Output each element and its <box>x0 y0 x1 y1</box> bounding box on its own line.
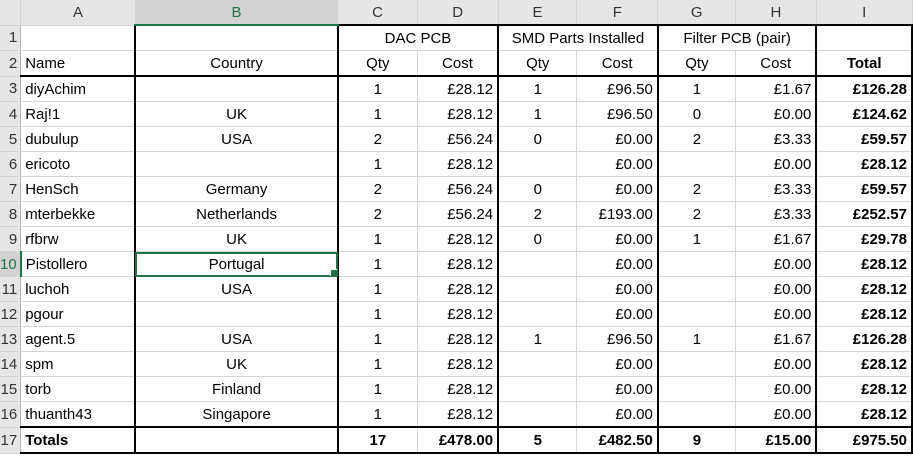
cell-dac-qty[interactable]: 1 <box>338 302 417 327</box>
cell-smd-qty[interactable] <box>498 152 577 177</box>
cell-smd-qty[interactable] <box>498 277 577 302</box>
cell-smd-cost[interactable]: £0.00 <box>577 152 658 177</box>
group-header-dac-pcb[interactable]: DAC PCB <box>338 25 498 51</box>
cell-dac-qty[interactable]: 1 <box>338 227 417 252</box>
cell-smd-qty[interactable] <box>498 377 577 402</box>
cell-dac-qty[interactable]: 1 <box>338 277 417 302</box>
row-header[interactable]: 16 <box>0 402 21 428</box>
header-name[interactable]: Name <box>21 51 136 77</box>
totals-row <box>0 427 912 453</box>
cell-filter-qty[interactable] <box>658 352 736 377</box>
table-row <box>0 327 912 352</box>
column-header-e[interactable]: E <box>498 0 577 25</box>
row-header[interactable]: 3 <box>0 76 21 102</box>
cell-name[interactable]: thuanth43 <box>21 402 136 428</box>
row-header[interactable]: 11 <box>0 277 21 302</box>
cell-country[interactable]: Finland <box>135 377 338 402</box>
cell-smd-cost[interactable]: £0.00 <box>577 377 658 402</box>
cell-filter-cost[interactable]: £0.00 <box>736 152 817 177</box>
cell-dac-cost[interactable]: £28.12 <box>417 152 498 177</box>
cell-total[interactable]: £59.57 <box>816 127 912 152</box>
row-header[interactable]: 4 <box>0 102 21 127</box>
row-header[interactable]: 13 <box>0 327 21 352</box>
cell-filter-cost[interactable]: £0.00 <box>736 302 817 327</box>
totals-grand-total[interactable]: £975.50 <box>816 427 912 453</box>
cell-country[interactable]: UK <box>135 102 338 127</box>
cell-smd-qty[interactable]: 1 <box>498 76 577 102</box>
cell-smd-cost[interactable]: £0.00 <box>577 302 658 327</box>
cell-country[interactable] <box>135 76 338 102</box>
cell[interactable] <box>816 25 912 51</box>
column-header-d[interactable]: D <box>417 0 498 25</box>
cell-filter-cost[interactable]: £0.00 <box>736 252 817 277</box>
row-header[interactable]: 8 <box>0 202 21 227</box>
cell-filter-cost[interactable]: £1.67 <box>736 227 817 252</box>
cell-dac-cost[interactable]: £28.12 <box>417 352 498 377</box>
cell-total[interactable]: £28.12 <box>816 152 912 177</box>
cell-filter-cost[interactable]: £0.00 <box>736 277 817 302</box>
cell[interactable] <box>21 25 136 51</box>
cell-filter-qty[interactable] <box>658 402 736 428</box>
cell-dac-qty[interactable]: 1 <box>338 352 417 377</box>
row-header[interactable]: 14 <box>0 352 21 377</box>
table-row <box>0 76 912 102</box>
cell[interactable] <box>135 427 338 453</box>
cell-dac-cost[interactable]: £56.24 <box>417 127 498 152</box>
column-header-g[interactable]: G <box>658 0 736 25</box>
cell-filter-cost[interactable]: £1.67 <box>736 76 817 102</box>
cell-country[interactable]: Singapore <box>135 402 338 428</box>
cell-smd-qty[interactable]: 1 <box>498 102 577 127</box>
table-row <box>0 252 912 277</box>
cell-country[interactable]: USA <box>135 127 338 152</box>
cell-filter-qty[interactable] <box>658 152 736 177</box>
cell-filter-cost[interactable]: £3.33 <box>736 127 817 152</box>
cell-dac-cost[interactable]: £28.12 <box>417 252 498 277</box>
cell-smd-qty[interactable]: 0 <box>498 177 577 202</box>
totals-smd-cost[interactable]: £482.50 <box>577 427 658 453</box>
cell-name[interactable]: ericoto <box>21 152 136 177</box>
cell-total[interactable]: £124.62 <box>816 102 912 127</box>
cell-dac-qty[interactable]: 1 <box>338 377 417 402</box>
cell-country[interactable]: USA <box>135 277 338 302</box>
cell-smd-cost[interactable]: £0.00 <box>577 277 658 302</box>
cell-country[interactable] <box>135 302 338 327</box>
cell-country[interactable]: Portugal <box>135 252 338 277</box>
cell-smd-qty[interactable] <box>498 252 577 277</box>
row-header[interactable]: 9 <box>0 227 21 252</box>
cell-smd-cost[interactable]: £0.00 <box>577 252 658 277</box>
cell-name[interactable]: rfbrw <box>21 227 136 252</box>
cell-name[interactable]: Raj!1 <box>21 102 136 127</box>
cell-smd-cost[interactable]: £193.00 <box>577 202 658 227</box>
header-dac-cost[interactable]: Cost <box>417 51 498 77</box>
cell-smd-cost[interactable]: £0.00 <box>577 127 658 152</box>
cell-filter-qty[interactable] <box>658 252 736 277</box>
cell-filter-cost[interactable]: £0.00 <box>736 377 817 402</box>
cell-total[interactable]: £28.12 <box>816 252 912 277</box>
cell-dac-qty[interactable]: 1 <box>338 327 417 352</box>
cell-smd-cost[interactable]: £96.50 <box>577 76 658 102</box>
cell-filter-cost[interactable]: £3.33 <box>736 202 817 227</box>
cell-filter-qty[interactable]: 2 <box>658 177 736 202</box>
cell-dac-qty[interactable]: 1 <box>338 102 417 127</box>
cell-total[interactable]: £28.12 <box>816 302 912 327</box>
sheet-row-2 <box>0 51 912 77</box>
cell-dac-qty[interactable]: 1 <box>338 152 417 177</box>
row-header[interactable]: 5 <box>0 127 21 152</box>
header-smd-qty[interactable]: Qty <box>498 51 577 77</box>
table-row <box>0 377 912 402</box>
cell-total[interactable]: £28.12 <box>816 352 912 377</box>
cell-country[interactable] <box>135 152 338 177</box>
cell-filter-qty[interactable] <box>658 302 736 327</box>
cell-dac-qty[interactable]: 2 <box>338 202 417 227</box>
cell-name[interactable]: Pistollero <box>21 252 136 277</box>
header-filter-qty[interactable]: Qty <box>658 51 736 77</box>
cell-dac-cost[interactable]: £28.12 <box>417 227 498 252</box>
cell-dac-cost[interactable]: £28.12 <box>417 402 498 428</box>
table-row <box>0 202 912 227</box>
fill-handle[interactable] <box>330 269 338 277</box>
totals-dac-cost[interactable]: £478.00 <box>417 427 498 453</box>
cell-smd-qty[interactable] <box>498 402 577 428</box>
cell-name[interactable]: pgour <box>21 302 136 327</box>
group-header-smd-parts[interactable]: SMD Parts Installed <box>498 25 658 51</box>
cell-total[interactable]: £252.57 <box>816 202 912 227</box>
cell-filter-qty[interactable]: 2 <box>658 127 736 152</box>
select-all-corner[interactable] <box>0 0 21 25</box>
row-header[interactable]: 15 <box>0 377 21 402</box>
cell-name[interactable]: diyAchim <box>21 76 136 102</box>
totals-filter-qty[interactable]: 9 <box>658 427 736 453</box>
cell-filter-cost[interactable]: £1.67 <box>736 327 817 352</box>
cell-dac-qty[interactable]: 1 <box>338 402 417 428</box>
cell-filter-qty[interactable]: 1 <box>658 76 736 102</box>
column-header-row <box>0 0 912 25</box>
cell-smd-cost[interactable]: £0.00 <box>577 227 658 252</box>
cell-country[interactable]: USA <box>135 327 338 352</box>
table-row <box>0 127 912 152</box>
cell-total[interactable]: £28.12 <box>816 277 912 302</box>
cell-filter-qty[interactable] <box>658 377 736 402</box>
cell-dac-cost[interactable]: £28.12 <box>417 277 498 302</box>
column-header-c[interactable]: C <box>338 0 417 25</box>
row-header[interactable]: 17 <box>0 427 21 453</box>
cell-dac-qty[interactable]: 2 <box>338 177 417 202</box>
cell-dac-qty[interactable]: 1 <box>338 252 417 277</box>
cell[interactable] <box>135 25 338 51</box>
cell-name[interactable]: HenSch <box>21 177 136 202</box>
column-header-b[interactable]: B <box>135 0 338 25</box>
cell-dac-cost[interactable]: £56.24 <box>417 202 498 227</box>
column-header-f[interactable]: F <box>577 0 658 25</box>
cell-smd-cost[interactable]: £0.00 <box>577 352 658 377</box>
totals-label[interactable]: Totals <box>21 427 136 453</box>
cell-filter-cost[interactable]: £0.00 <box>736 102 817 127</box>
cell-filter-qty[interactable]: 1 <box>658 327 736 352</box>
cell-country[interactable]: UK <box>135 352 338 377</box>
cell-dac-cost[interactable]: £56.24 <box>417 177 498 202</box>
row-header[interactable]: 2 <box>0 51 21 77</box>
cell-filter-qty[interactable]: 1 <box>658 227 736 252</box>
cell-filter-qty[interactable]: 0 <box>658 102 736 127</box>
header-filter-cost[interactable]: Cost <box>736 51 817 77</box>
cell-name[interactable]: luchoh <box>21 277 136 302</box>
row-header[interactable]: 6 <box>0 152 21 177</box>
cell-filter-cost[interactable]: £0.00 <box>736 352 817 377</box>
totals-dac-qty[interactable]: 17 <box>338 427 417 453</box>
cell-country[interactable]: Netherlands <box>135 202 338 227</box>
header-dac-qty[interactable]: Qty <box>338 51 417 77</box>
cell-country[interactable]: UK <box>135 227 338 252</box>
cell-total[interactable]: £28.12 <box>816 402 912 428</box>
column-header-h[interactable]: H <box>736 0 817 25</box>
cell-filter-cost[interactable]: £3.33 <box>736 177 817 202</box>
row-header[interactable]: 12 <box>0 302 21 327</box>
sheet-row-1 <box>0 25 912 51</box>
cell-total[interactable]: £59.57 <box>816 177 912 202</box>
cell-total[interactable]: £28.12 <box>816 377 912 402</box>
group-header-filter-pcb[interactable]: Filter PCB (pair) <box>658 25 816 51</box>
cell-smd-cost[interactable]: £96.50 <box>577 102 658 127</box>
cell-total[interactable]: £126.28 <box>816 327 912 352</box>
table-row <box>0 352 912 377</box>
table-row <box>0 402 912 428</box>
column-header-a[interactable]: A <box>21 0 136 25</box>
table-row <box>0 277 912 302</box>
table-row <box>0 302 912 327</box>
cell-dac-qty[interactable]: 1 <box>338 76 417 102</box>
column-header-i[interactable]: I <box>816 0 912 25</box>
cell-name[interactable]: agent.5 <box>21 327 136 352</box>
header-total[interactable]: Total <box>816 51 912 77</box>
table-row <box>0 152 912 177</box>
cell-smd-cost[interactable]: £96.50 <box>577 327 658 352</box>
cell-smd-qty[interactable]: 2 <box>498 202 577 227</box>
cell-filter-cost[interactable]: £0.00 <box>736 402 817 428</box>
totals-smd-qty[interactable]: 5 <box>498 427 577 453</box>
cell-dac-cost[interactable]: £28.12 <box>417 302 498 327</box>
table-row <box>0 227 912 252</box>
totals-filter-cost[interactable]: £15.00 <box>736 427 817 453</box>
table-row <box>0 102 912 127</box>
row-header[interactable]: 10 <box>0 252 21 277</box>
cell-dac-cost[interactable]: £28.12 <box>417 327 498 352</box>
cell-name[interactable]: spm <box>21 352 136 377</box>
cell-dac-cost[interactable]: £28.12 <box>417 76 498 102</box>
cell-total[interactable]: £29.78 <box>816 227 912 252</box>
cell-name[interactable]: dubulup <box>21 127 136 152</box>
table-row <box>0 177 912 202</box>
cell-smd-qty[interactable] <box>498 352 577 377</box>
cell-dac-qty[interactable]: 2 <box>338 127 417 152</box>
cell-smd-cost[interactable]: £0.00 <box>577 177 658 202</box>
cell-smd-qty[interactable]: 0 <box>498 127 577 152</box>
cell-dac-cost[interactable]: £28.12 <box>417 102 498 127</box>
cell-filter-qty[interactable]: 2 <box>658 202 736 227</box>
cell-smd-qty[interactable]: 1 <box>498 327 577 352</box>
row-header[interactable]: 1 <box>0 25 21 51</box>
cell-total[interactable]: £126.28 <box>816 76 912 102</box>
cell-smd-qty[interactable] <box>498 302 577 327</box>
header-country[interactable]: Country <box>135 51 338 77</box>
cell-smd-qty[interactable]: 0 <box>498 227 577 252</box>
row-header[interactable]: 7 <box>0 177 21 202</box>
cell-name[interactable]: torb <box>21 377 136 402</box>
cell-filter-qty[interactable] <box>658 277 736 302</box>
cell-dac-cost[interactable]: £28.12 <box>417 377 498 402</box>
cell-country[interactable]: Germany <box>135 177 338 202</box>
cell-name[interactable]: mterbekke <box>21 202 136 227</box>
header-smd-cost[interactable]: Cost <box>577 51 658 77</box>
cell-smd-cost[interactable]: £0.00 <box>577 402 658 428</box>
